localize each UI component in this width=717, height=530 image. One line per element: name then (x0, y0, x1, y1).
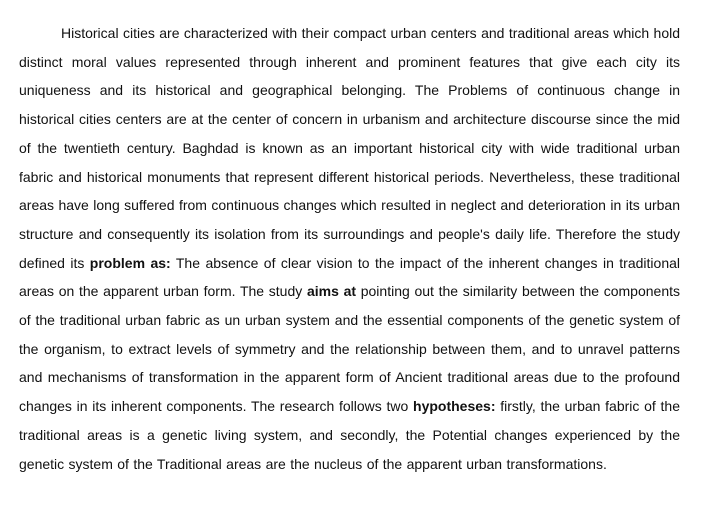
abstract-text-part-2: The absence of clear vision to the impact of the inherent changes in traditional areas on the apparent urban form. The study (19, 254, 680, 300)
hypotheses-label: hypotheses: (413, 398, 496, 415)
abstract-paragraph (19, 19, 680, 478)
aims-label: aims at (306, 283, 357, 300)
abstract-text-part-3: pointing out the similarity between the components of the traditional urban fabric as un urban system and the essential components of the genetic system of the organism, to extract levels of symmetry and the relationship between them, and to unravel patterns and mechanisms of transformation in the apparent form of Ancient traditional areas due to the profound changes in its inherent components. The research follows two (19, 283, 680, 415)
abstract-text-part-4: firstly, the urban fabric of the traditional areas is a genetic living system, and secondly, the Potential changes experienced by the genetic system of the Traditional areas are the nucleus of the apparent urban transformations. (19, 398, 680, 472)
problem-label: problem as: (89, 254, 171, 271)
abstract-text-part-1: Historical cities are characterized with their compact urban centers and traditional areas which hold distinct moral values represented through inherent and prominent features that give each city its uniqueness and its historical and geographical belonging. The Problems of continuous change in historical cities centers are at the center of concern in urbanism and architecture discourse since the mid of the twentieth century. Baghdad is known as an important historical city with wide traditional urban fabric and historical monuments that represent different historical periods. Nevertheless, these traditional areas have long suffered from continuous changes which resulted in neglect and deterioration in its urban structure and consequently its isolation from its surroundings and people's daily life. Therefore the study defined its (19, 25, 680, 271)
